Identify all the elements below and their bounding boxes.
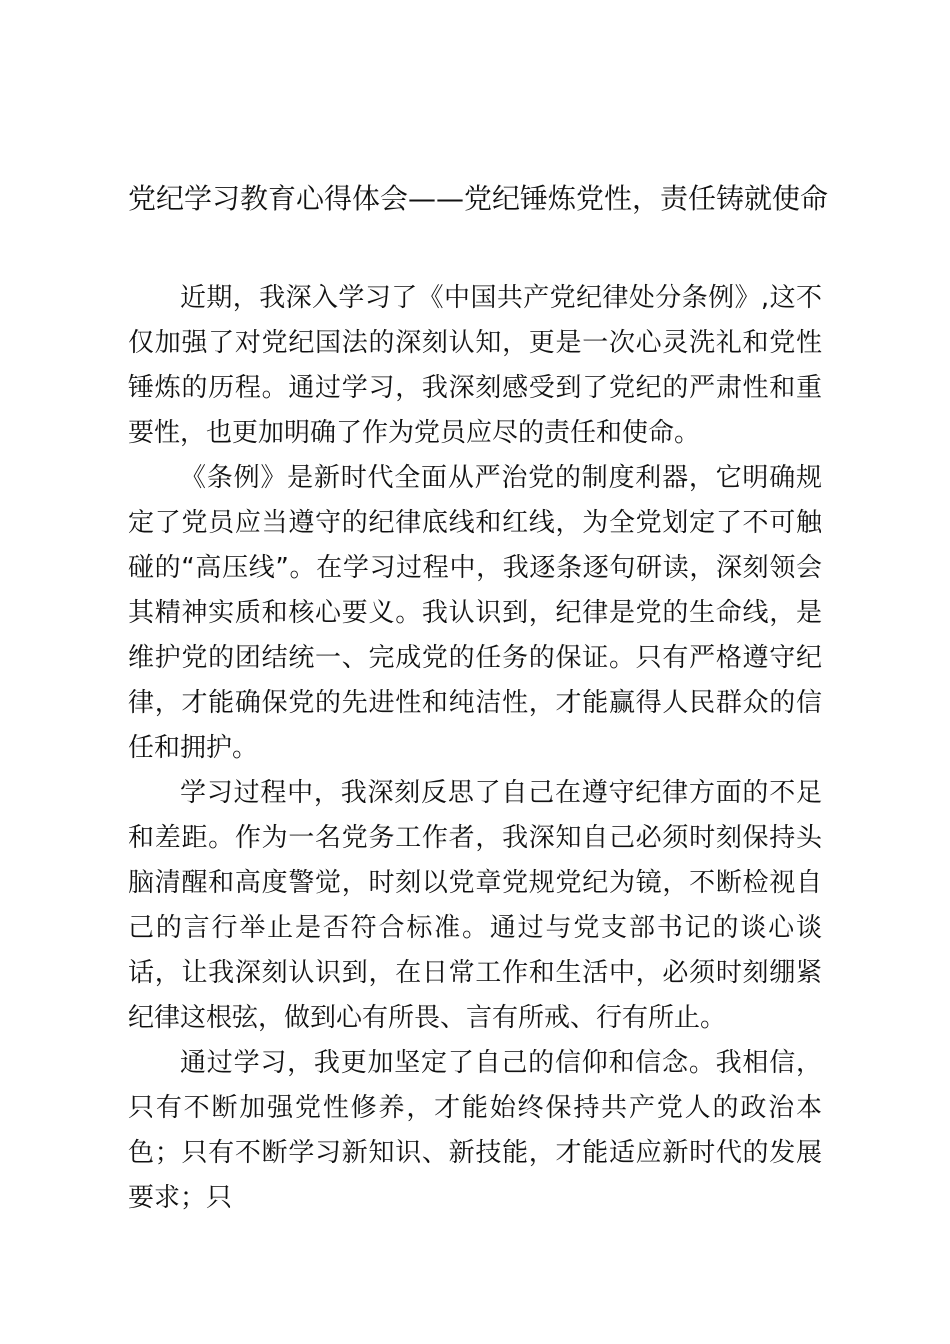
document-title: 党纪学习教育心得体会——党纪锤炼党性，责任铸就使命 xyxy=(128,182,829,215)
document-body xyxy=(128,276,822,1221)
paragraph-2: 《条例》是新时代全面从严治党的制度利器，它明确规定了党员应当遵守的纪律底线和红线，为全党划定了不可触碰的“高压线”。在学习过程中，我逐条逐句研读，深刻领会其精神实质和核心要义。我认识到，纪律是党的生命线，是维护党的团结统一、完成党的任务的保证。只有严格遵守纪律，才能确保党的先进性和纯洁性，才能赢得人民群众的信任和拥护。 xyxy=(128,463,822,763)
paragraph-1: 近期，我深入学习了《中国共产党纪律处分条例》,这不仅加强了对党纪国法的深刻认知，更是一次心灵洗礼和党性锤炼的历程。通过学习，我深刻感受到了党纪的严肃性和重要性，也更加明确了作为党员应尽的责任和使命。 xyxy=(128,283,822,448)
paragraph-3: 学习过程中，我深刻反思了自己在遵守纪律方面的不足和差距。作为一名党务工作者，我深知自己必须时刻保持头脑清醒和高度警觉，时刻以党章党规党纪为镜，不断检视自己的言行举止是否符合标准。通过与党支部书记的谈心谈话，让我深刻认识到，在日常工作和生活中，必须时刻绷紧纪律这根弦，做到心有所畏、言有所戒、行有所止。 xyxy=(128,778,822,1033)
paragraph-4: 通过学习，我更加坚定了自己的信仰和信念。我相信，只有不断加强党性修养，才能始终保持共产党人的政治本色；只有不断学习新知识、新技能，才能适应新时代的发展要求；只 xyxy=(128,1048,822,1213)
